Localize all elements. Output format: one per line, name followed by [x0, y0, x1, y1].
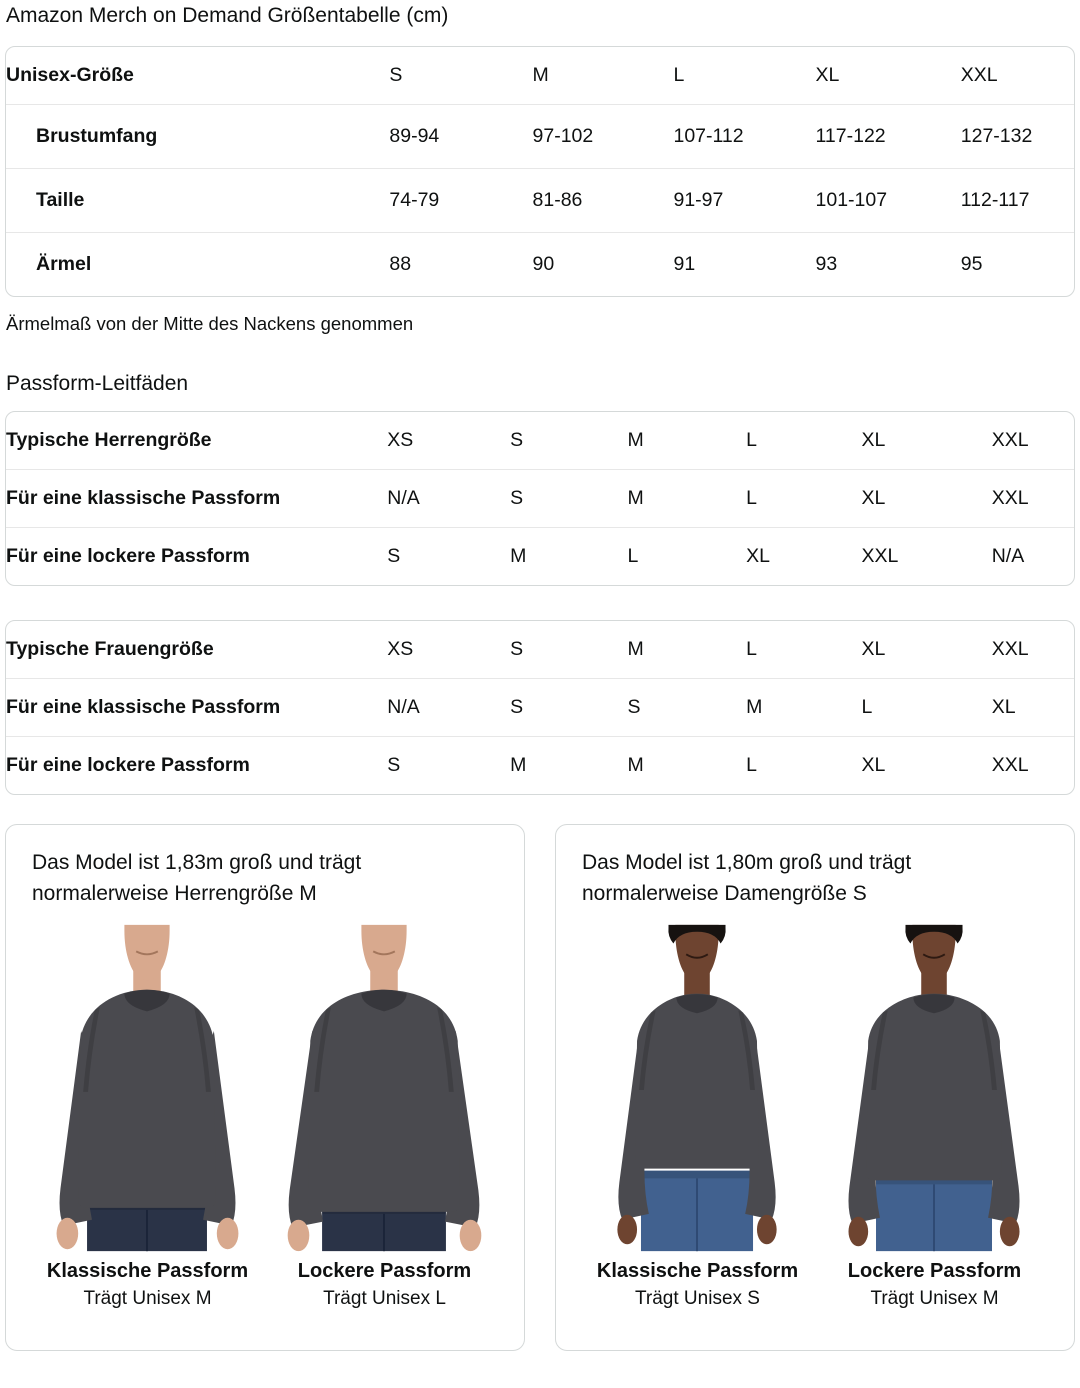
size-cell: XXL — [861, 527, 991, 585]
size-cell: N/A — [387, 469, 510, 527]
size-cell: M — [510, 527, 627, 585]
size-cell: XXL — [992, 736, 1074, 794]
size-cell: N/A — [992, 527, 1074, 585]
female-loose-figure — [819, 922, 1050, 1312]
womens-fit-table — [5, 620, 1075, 795]
size-cell: 101-107 — [816, 168, 961, 232]
row-label: Ärmel — [6, 232, 389, 296]
size-cell: XXL — [991, 429, 1029, 451]
size-cell: S — [510, 678, 627, 736]
table-row — [6, 678, 1074, 736]
size-cell: S — [628, 678, 747, 736]
size-cell: XL — [992, 678, 1074, 736]
unisex-size-table — [5, 46, 1075, 297]
size-cell: 93 — [816, 232, 961, 296]
wears-caption: Trägt Unisex M — [83, 1288, 212, 1309]
size-cell: XXL — [991, 638, 1029, 660]
model-figures — [582, 922, 1050, 1312]
size-cell: XXL — [992, 469, 1074, 527]
model-figures — [32, 922, 500, 1312]
size-cell: L — [746, 469, 861, 527]
table-row — [6, 104, 1074, 168]
row-label: Taille — [6, 168, 389, 232]
size-cell: L — [746, 638, 757, 660]
size-cell: S — [387, 736, 510, 794]
model-description: Das Model ist 1,80m groß und trägt normalerweise Damengröße S — [582, 851, 912, 905]
female-loose-photo — [819, 922, 1050, 1254]
male-model-card — [5, 824, 525, 1351]
size-cell: XL — [861, 469, 991, 527]
row-label: Für eine lockere Passform — [6, 527, 387, 585]
table-row — [6, 736, 1074, 794]
model-cards-row — [5, 824, 1075, 1351]
size-cell: 81-86 — [533, 168, 674, 232]
table-row — [6, 232, 1074, 296]
male-loose-photo — [269, 922, 500, 1254]
table-row — [6, 412, 1074, 469]
sleeve-measure-footnote: Ärmelmaß von der Mitte des Nackens genommen — [6, 313, 414, 334]
size-cell: N/A — [387, 678, 510, 736]
size-cell: M — [628, 736, 747, 794]
size-cell: 90 — [533, 232, 674, 296]
row-label: Typische Herrengröße — [6, 429, 212, 451]
size-cell: 97-102 — [533, 104, 674, 168]
row-label: Für eine klassische Passform — [6, 469, 387, 527]
male-classic-figure — [32, 922, 263, 1312]
row-label: Für eine lockere Passform — [6, 736, 387, 794]
row-label: Für eine klassische Passform — [6, 678, 387, 736]
fit-caption: Klassische Passform — [46, 1260, 249, 1282]
row-label: Brustumfang — [6, 104, 389, 168]
size-cell: L — [746, 736, 861, 794]
size-cell: XS — [387, 638, 414, 660]
size-cell: XL — [815, 64, 840, 86]
row-label: Typische Frauengröße — [6, 638, 214, 660]
fit-guide-title: Passform-Leitfäden — [6, 372, 189, 395]
fit-caption: Klassische Passform — [596, 1260, 799, 1282]
table-row — [6, 621, 1074, 678]
size-cell: XL — [746, 527, 861, 585]
fit-caption: Lockere Passform — [847, 1260, 1022, 1282]
row-label: Unisex-Größe — [6, 64, 134, 86]
size-cell: L — [746, 429, 757, 451]
size-cell: XXL — [960, 64, 998, 86]
page-title: Amazon Merch on Demand Größentabelle (cm) — [6, 4, 449, 27]
size-cell: XL — [861, 736, 991, 794]
size-cell: M — [627, 429, 644, 451]
size-cell: 127-132 — [961, 104, 1074, 168]
size-cell: L — [628, 527, 747, 585]
size-cell: 112-117 — [961, 168, 1074, 232]
size-cell: 74-79 — [389, 168, 532, 232]
wears-caption: Trägt Unisex M — [870, 1288, 999, 1309]
size-cell: M — [627, 638, 644, 660]
size-cell: M — [628, 469, 747, 527]
size-cell: 91 — [673, 232, 815, 296]
size-cell: M — [532, 64, 549, 86]
size-cell: S — [510, 469, 627, 527]
fit-caption: Lockere Passform — [297, 1260, 472, 1282]
size-cell: S — [510, 638, 524, 660]
table-row — [6, 527, 1074, 585]
size-cell: 91-97 — [673, 168, 815, 232]
size-cell: XL — [861, 429, 886, 451]
size-cell: 117-122 — [816, 104, 961, 168]
size-cell: S — [387, 527, 510, 585]
female-classic-figure — [582, 922, 813, 1312]
size-cell: L — [673, 64, 685, 86]
wears-caption: Trägt Unisex L — [323, 1288, 446, 1309]
size-cell: S — [389, 64, 403, 86]
female-classic-photo — [582, 922, 813, 1254]
size-cell: S — [510, 429, 524, 451]
model-description: Das Model ist 1,83m groß und trägt normalerweise Herrengröße M — [32, 851, 362, 905]
mens-fit-table — [5, 411, 1075, 586]
table-row — [6, 469, 1074, 527]
male-classic-photo — [32, 922, 263, 1254]
size-cell: L — [861, 678, 991, 736]
wears-caption: Trägt Unisex S — [635, 1288, 760, 1309]
size-cell: 107-112 — [673, 104, 815, 168]
size-cell: 95 — [961, 232, 1074, 296]
size-cell: M — [510, 736, 627, 794]
female-model-card — [555, 824, 1075, 1351]
size-cell: XS — [387, 429, 414, 451]
table-row — [6, 47, 1074, 104]
male-loose-figure — [269, 922, 500, 1312]
size-cell: XL — [861, 638, 886, 660]
size-cell: M — [746, 678, 861, 736]
size-cell: 88 — [389, 232, 532, 296]
table-row — [6, 168, 1074, 232]
size-cell: 89-94 — [389, 104, 532, 168]
